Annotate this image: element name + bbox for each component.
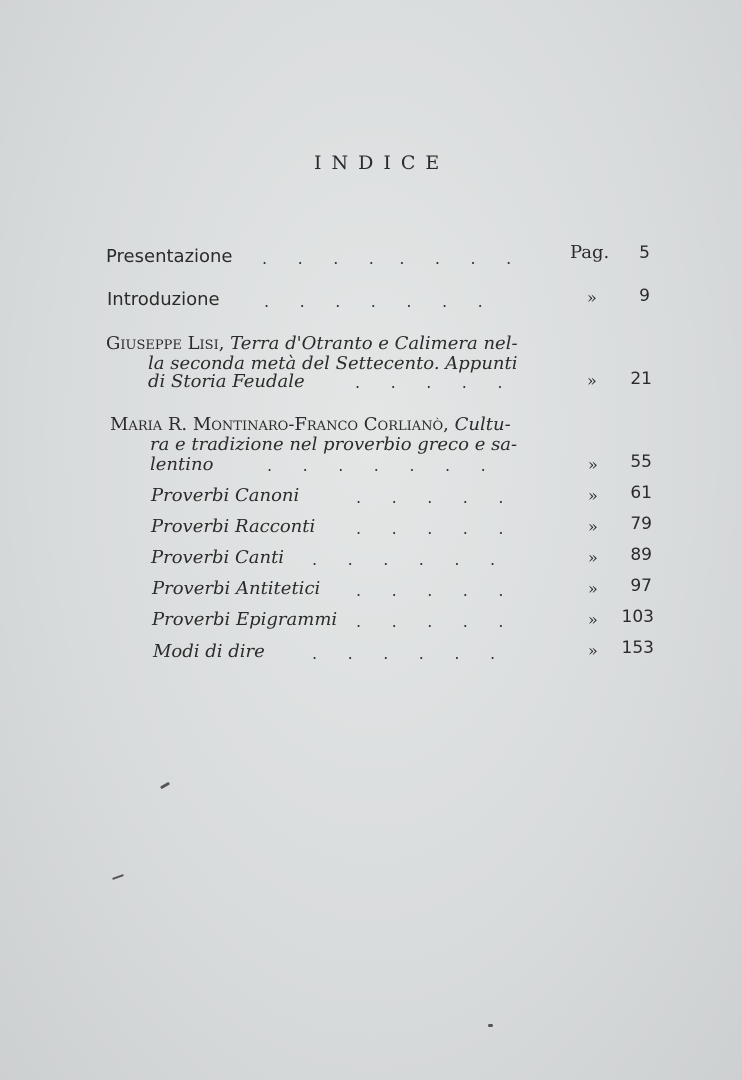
page-marker: Pag. [570,242,610,263]
ditto-mark: » [588,548,598,567]
leader-dots: . . . . . [355,373,503,392]
toc-subentry-epigrammi: Proverbi Epigrammi [152,609,338,630]
leader-dots: . . . . . . [312,644,496,663]
author-name: Giuseppe Lisi, [106,333,225,354]
toc-subentry-antitetici: Proverbi Antitetici [152,578,321,599]
ink-smudge [112,874,124,880]
page-number: 9 [639,286,650,306]
toc-subentry-racconti: Proverbi Racconti [151,516,316,537]
ditto-mark: » [588,517,598,536]
page-number: 5 [639,243,650,263]
title-line: Cultu- [454,414,511,435]
author-name: Maria R. Montinaro-Franco Corlianò, [110,414,449,435]
ditto-mark: » [588,486,598,505]
toc-entry-lisi [106,334,518,354]
leader-dots: . . . . . [356,488,504,507]
page-number: 103 [621,607,654,627]
leader-dots: . . . . . . [312,550,496,569]
leader-dots: . . . . . . . [264,292,483,311]
toc-subentry-canoni: Proverbi Canoni [151,485,300,506]
page-number: 55 [630,452,652,472]
leader-dots: . . . . . . . [267,456,486,475]
heading-text: INDICE [314,152,450,174]
toc-entry-introduzione: Introduzione [107,289,220,310]
ditto-mark: » [587,371,597,390]
toc-subentry-canti: Proverbi Canti [151,547,285,568]
ditto-mark: » [587,288,597,307]
ink-smudge [160,782,170,790]
page-number: 97 [630,576,652,596]
page-number: 79 [630,514,652,534]
leader-dots: . . . . . [356,612,504,631]
page-number: 61 [630,483,652,503]
title-line: lentino [150,454,214,475]
title-line: Terra d'Otranto e Calimera nel- [230,333,518,354]
page-number: 89 [630,545,652,565]
title-line: la seconda metà del Settecento. Appunti [148,353,518,374]
title-line: di Storia Feudale [148,371,305,392]
toc-entry-presentazione: Presentazione [106,246,233,267]
title-line: ra e tradizione nel proverbio greco e sa- [150,434,518,455]
leader-dots: . . . . . [356,581,504,600]
leader-dots: . . . . . [356,519,504,538]
ditto-mark: » [588,579,598,598]
toc-subentry-modi-di-dire: Modi di dire [153,641,265,662]
page-number: 21 [630,369,652,389]
ink-smudge [488,1024,493,1027]
ditto-mark: » [588,455,598,474]
ditto-mark: » [588,610,598,629]
toc-entry-montinaro [110,415,511,435]
ditto-mark: » [588,641,598,660]
page-number: 153 [621,638,654,658]
leader-dots: . . . . . . . . [262,249,512,268]
